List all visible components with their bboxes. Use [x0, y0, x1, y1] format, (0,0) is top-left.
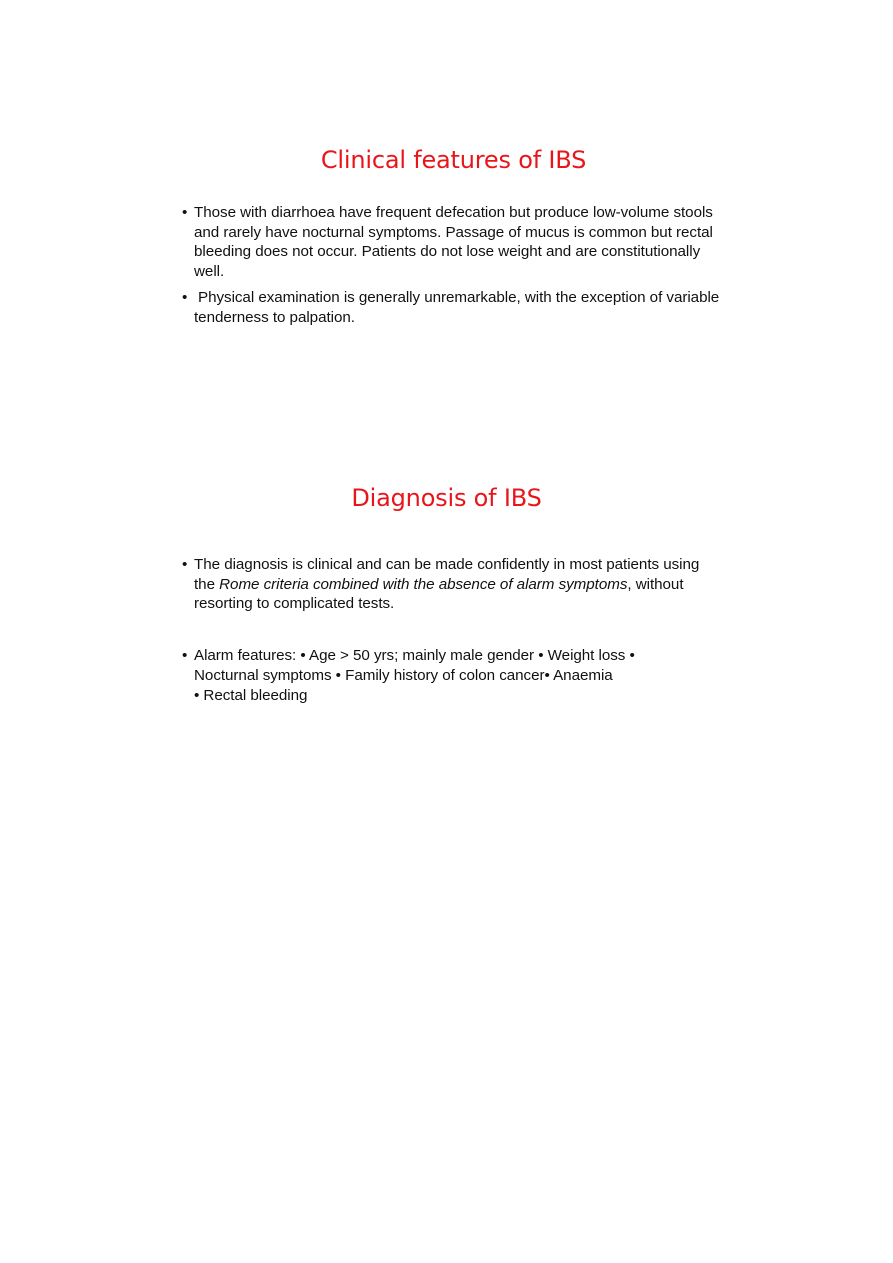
slide-clinical-features	[0, 140, 893, 326]
bullet-dot: •	[182, 647, 188, 665]
slide-title: Clinical features of IBS	[320, 146, 587, 174]
bullet-list	[182, 203, 722, 327]
slide-title: Diagnosis of IBS	[351, 484, 542, 512]
bullet-dot: •	[182, 556, 188, 573]
slide-diagnosis	[0, 478, 893, 704]
bullet-list	[182, 555, 722, 705]
alarm-features-line-3: • Rectal bleeding	[194, 686, 308, 704]
list-item	[182, 646, 722, 705]
bullet-dot: •	[182, 288, 188, 306]
list-item	[182, 288, 722, 327]
bullet-text: Those with diarrhoea have frequent defecation but produce low-volume stools and rarely have nocturnal symptoms. Passage of mucus is common but rectal bleeding does not occur. Patients do not lose weight and are constitutionally well.	[194, 204, 713, 281]
alarm-features-line-2: Nocturnal symptoms • Family history of colon cancer• Anaemia	[194, 666, 613, 684]
bullet-dot: •	[182, 204, 188, 221]
bullet-text: Physical examination is generally unremarkable, with the exception of variable tenderness to palpation.	[194, 288, 720, 326]
alarm-features-line-1: Alarm features: • Age > 50 yrs; mainly male gender • Weight loss •	[194, 647, 635, 665]
list-item	[182, 203, 722, 282]
list-item	[182, 555, 722, 614]
bullet-text-after: , without resorting to complicated tests.	[194, 575, 684, 613]
bullet-text-before: The diagnosis is clinical and can be made confidently in most patients using the	[194, 556, 700, 593]
rome-criteria-emphasis: Rome criteria combined with the absence of alarm symptoms	[219, 575, 628, 593]
